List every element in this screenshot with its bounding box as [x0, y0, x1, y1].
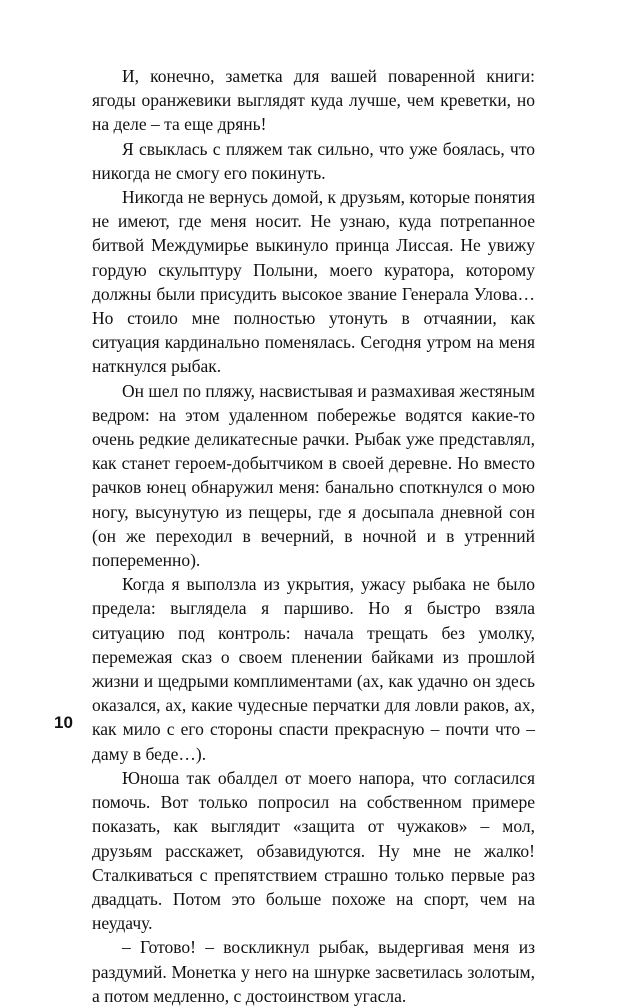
page-number: 10 — [54, 713, 73, 732]
paragraph-4: Он шел по пляжу, насвистывая и размахивая жестяным ведром: на этом удаленном побережье водятся какие-то очень редкие деликатесные рачки. Рыбак уже представлял, как станет героем-добытчиком в своей деревне. Но вместо рачков юнец обнаружил меня: банально споткнулся о мою ногу, высунутую из пещеры, где я досыпала дневной сон (он же переходил в вечерний, в ночной и в утренний попеременно). — [92, 380, 535, 571]
paragraph-6: Юноша так обалдел от моего напора, что согласился помочь. Вот только попросил на собственном примере показать, как выглядит «защита от чужаков» – мол, друзьям расскажет, обзавидуются. Ну мне не жалко! Сталкиваться с препятствием страшно только первые раз двадцать. Потом это больше похоже на спорт, чем на неудачу. — [92, 767, 535, 934]
paragraph-3: Никогда не вернусь домой, к друзьям, которые понятия не имеют, где меня носит. Не узнаю, куда потрепанное битвой Междумирье выкинуло принца Лиссая. Не увижу гордую скульптуру Полыни, моего куратора, которому должны были присудить высокое звание Генерала Улова… Но стоило мне полностью утонуть в отчаянии, как ситуация кардинально поменялась. Сегодня утром на меня наткнулся рыбак. — [92, 187, 535, 377]
page-text — [92, 64, 535, 1008]
paragraph-5: Когда я выползла из укрытия, ужасу рыбака не было предела: выглядела я паршиво. Но я быстро взяла ситуацию под контроль: начала трещать без умолку, перемежая сказ о своем пленении байками из прошлой жизни и щедрыми комплиментами (ах, как удачно он здесь оказался, ах, какие чудесные перчатки для ловли раков, ах, как мило с его стороны спасти прекрасную – почти что – даму в беде…). — [92, 574, 535, 764]
paragraph-7: – Готово! – воскликнул рыбак, выдергивая меня из раздумий. Монетка у него на шнурке засветилась золотым, а потом медленно, с достоинством угасла. — [92, 937, 535, 1006]
paragraph-2: Я свыклась с пляжем так сильно, что уже боялась, что никогда не смогу его покинуть. — [92, 138, 535, 183]
paragraph-1: И, конечно, заметка для вашей поваренной книги: ягоды оранжевики выглядят куда лучше, чем креветки, но на деле – та еще дрянь! — [92, 66, 535, 135]
